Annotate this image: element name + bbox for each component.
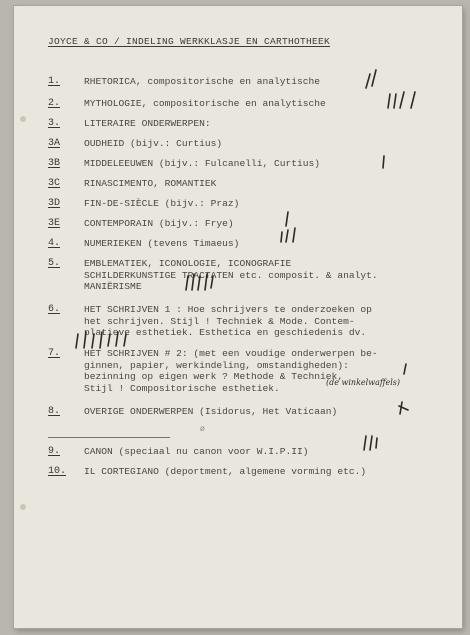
pencil-mark: ø bbox=[200, 425, 205, 434]
item-text: EMBLEMATIEK, ICONOLOGIE, ICONOGRAFIE bbox=[84, 258, 292, 269]
item-text: MYTHOLOGIE, compositorische en analytische bbox=[84, 98, 326, 109]
item-text: OUDHEID (bijv.: Curtius) bbox=[84, 138, 223, 149]
item-text: bezinning op eigen werk ? Methode & Techniek, bbox=[84, 371, 344, 382]
item-text: IL CORTEGIANO (deportment, algemene vorming etc.) bbox=[84, 466, 367, 477]
item-number: 5. bbox=[48, 258, 61, 269]
item-text: HET SCHRIJVEN # 2: (met een voudige onderwerpen be- bbox=[84, 348, 378, 359]
item-number: 4. bbox=[48, 238, 61, 249]
item-number: 3E bbox=[48, 218, 61, 229]
item-text: MANIËRISME bbox=[84, 281, 142, 292]
item-number: 9. bbox=[48, 446, 61, 457]
item-number: 3. bbox=[48, 118, 61, 129]
item-text: MIDDELEEUWEN (bijv.: Fulcanelli, Curtius) bbox=[84, 158, 321, 169]
item-text: platieve esthetiek. Esthetica en geschiedenis dv. bbox=[84, 327, 367, 338]
item-number: 2. bbox=[48, 98, 61, 109]
handwritten-note: (de winkelwaffels) bbox=[326, 378, 401, 387]
item-text: RHETORICA, compositorische en analytische bbox=[84, 76, 321, 87]
item-text: NUMERIEKEN (tevens Timaeus) bbox=[84, 238, 240, 249]
item-number: 10. bbox=[48, 466, 67, 477]
item-text: FIN-DE-SIÈCLE (bijv.: Praz) bbox=[84, 198, 240, 209]
item-text: SCHILDERKUNSTIGE TRACTATEN etc. composit. & analyt. bbox=[84, 269, 378, 281]
handwritten-tally-marks bbox=[14, 6, 462, 628]
item-number: 6. bbox=[48, 304, 61, 315]
item-text: OVERIGE ONDERWERPEN (Isidorus, Het Vaticaan) bbox=[84, 406, 338, 417]
item-text: CANON (speciaal nu canon voor W.I.P.II) bbox=[84, 446, 309, 457]
item-text: RINASCIMENTO, ROMANTIEK bbox=[84, 178, 217, 189]
item-number: 3A bbox=[48, 138, 61, 149]
item-number: 3B bbox=[48, 158, 61, 169]
item-number: 7. bbox=[48, 348, 61, 359]
document-page bbox=[14, 6, 462, 628]
item-text: CONTEMPORAIN (bijv.: Frye) bbox=[84, 218, 234, 229]
item-number: 1. bbox=[48, 76, 61, 87]
item-text: ginnen, papier, werkindeling, omstandigheden): bbox=[84, 359, 349, 371]
item-text: HET SCHRIJVEN 1 : Hoe schrijvers te onderzoeken op bbox=[84, 304, 372, 315]
document-title: JOYCE & CO / INDELING WERKKLASJE EN CARTHOTHEEK bbox=[48, 36, 331, 47]
item-text: LITERAIRE ONDERWERPEN: bbox=[84, 118, 211, 129]
item-number: 3C bbox=[48, 178, 61, 189]
item-text: het schrijven. Stijl ! Techniek & Mode. Contem- bbox=[84, 315, 355, 327]
item-number: 3D bbox=[48, 198, 61, 209]
item-text: Stijl ! Compositorische esthetiek. bbox=[84, 382, 280, 394]
item-number: 8. bbox=[48, 406, 61, 417]
